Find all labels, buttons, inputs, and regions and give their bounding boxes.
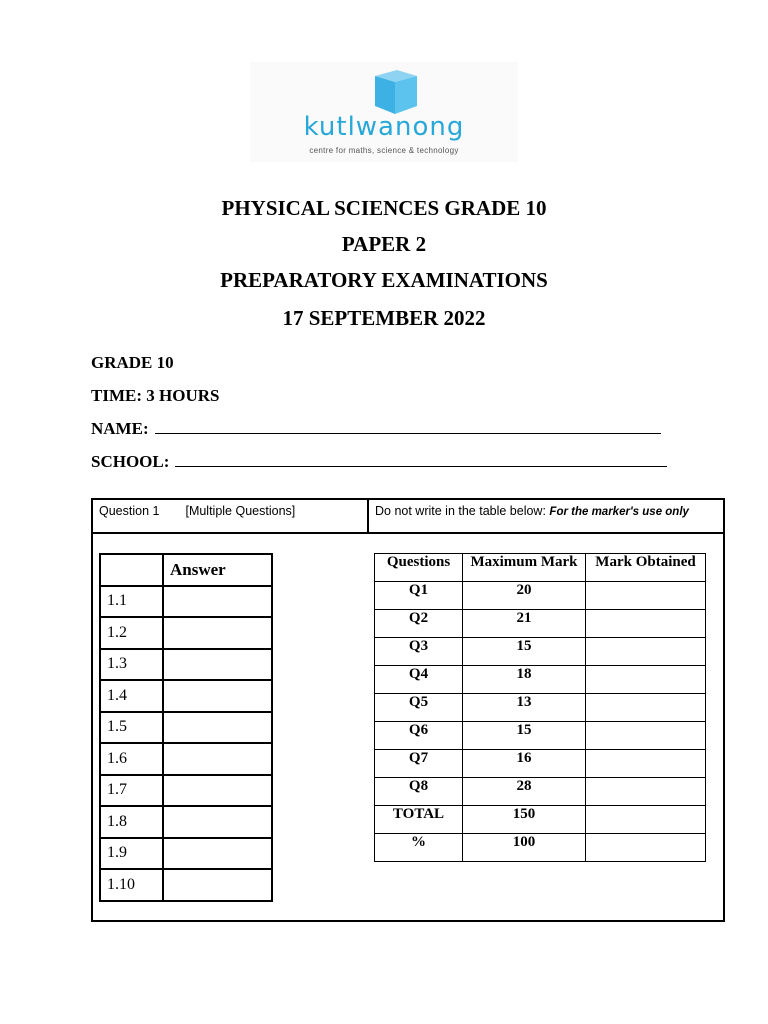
school-row bbox=[91, 452, 667, 472]
answer-cell[interactable] bbox=[163, 869, 272, 901]
table-row bbox=[100, 838, 272, 870]
marker-instruction: Do not write in the table below: bbox=[375, 504, 546, 518]
answer-table bbox=[99, 553, 273, 902]
question-header bbox=[99, 504, 295, 518]
question-number-cell: 1.2 bbox=[100, 617, 163, 649]
max-mark-cell: 13 bbox=[463, 694, 586, 722]
max-mark-cell: 21 bbox=[463, 610, 586, 638]
question-number-cell: 1.8 bbox=[100, 806, 163, 838]
max-mark-cell: 18 bbox=[463, 666, 586, 694]
max-mark-cell: 15 bbox=[463, 722, 586, 750]
name-label: NAME: bbox=[91, 419, 149, 438]
mark-obtained-cell[interactable] bbox=[586, 750, 706, 778]
question-number-cell: 1.3 bbox=[100, 649, 163, 681]
question-cell: Q8 bbox=[375, 778, 463, 806]
question-number-cell: 1.10 bbox=[100, 869, 163, 901]
max-mark-cell: 15 bbox=[463, 638, 586, 666]
box-divider bbox=[93, 532, 723, 534]
answer-cell[interactable] bbox=[163, 838, 272, 870]
answer-cell[interactable] bbox=[163, 586, 272, 618]
time-label: TIME: 3 HOURS bbox=[91, 386, 220, 405]
max-mark-cell: 150 bbox=[463, 806, 586, 834]
question-cell: Q4 bbox=[375, 666, 463, 694]
table-row bbox=[100, 617, 272, 649]
table-row bbox=[100, 806, 272, 838]
answer-cell[interactable] bbox=[163, 649, 272, 681]
table-row bbox=[375, 694, 706, 722]
maximum-mark-column-header: Maximum Mark bbox=[463, 554, 586, 582]
school-label: SCHOOL: bbox=[91, 452, 170, 471]
table-row bbox=[375, 582, 706, 610]
exam-subject-title: PHYSICAL SCIENCES GRADE 10 bbox=[221, 196, 547, 220]
mark-obtained-cell[interactable] bbox=[586, 694, 706, 722]
max-mark-cell: 100 bbox=[463, 834, 586, 862]
answer-cell[interactable] bbox=[163, 617, 272, 649]
answer-cell[interactable] bbox=[163, 743, 272, 775]
table-cell bbox=[100, 554, 163, 586]
mark-obtained-cell[interactable] bbox=[586, 834, 706, 862]
table-row bbox=[100, 712, 272, 744]
marks-table bbox=[374, 553, 706, 862]
question-cell: Q3 bbox=[375, 638, 463, 666]
table-header-row bbox=[375, 554, 706, 582]
question-number-cell: 1.1 bbox=[100, 586, 163, 618]
table-row bbox=[100, 586, 272, 618]
box-header-divider bbox=[367, 500, 369, 532]
table-row bbox=[375, 806, 706, 834]
mark-obtained-cell[interactable] bbox=[586, 806, 706, 834]
question-cell: Q1 bbox=[375, 582, 463, 610]
question-number-cell: 1.7 bbox=[100, 775, 163, 807]
question-cell: Q6 bbox=[375, 722, 463, 750]
name-row bbox=[91, 419, 661, 439]
max-mark-cell: 20 bbox=[463, 582, 586, 610]
table-row bbox=[375, 610, 706, 638]
mark-obtained-cell[interactable] bbox=[586, 582, 706, 610]
cube-logo-icon bbox=[367, 70, 421, 114]
question-cell: % bbox=[375, 834, 463, 862]
mark-obtained-cell[interactable] bbox=[586, 666, 706, 694]
answer-header: Answer bbox=[163, 554, 272, 586]
mark-obtained-column-header: Mark Obtained bbox=[586, 554, 706, 582]
table-row bbox=[375, 722, 706, 750]
table-row bbox=[100, 869, 272, 901]
table-row bbox=[100, 680, 272, 712]
exam-date-title: 17 SEPTEMBER 2022 bbox=[282, 306, 486, 330]
table-row bbox=[375, 750, 706, 778]
table-row bbox=[375, 666, 706, 694]
max-mark-cell: 28 bbox=[463, 778, 586, 806]
logo-wordmark: kutlwanong bbox=[303, 112, 465, 142]
grade-label: GRADE 10 bbox=[91, 353, 174, 372]
school-input-line[interactable] bbox=[175, 454, 667, 467]
answer-cell[interactable] bbox=[163, 712, 272, 744]
answer-cell[interactable] bbox=[163, 680, 272, 712]
marker-note: For the marker's use only bbox=[549, 506, 689, 518]
question-type: [Multiple Questions] bbox=[185, 504, 296, 518]
mark-obtained-cell[interactable] bbox=[586, 722, 706, 750]
answer-cell[interactable] bbox=[163, 806, 272, 838]
logo-tagline: centre for maths, science & technology bbox=[309, 146, 459, 155]
mark-obtained-cell[interactable] bbox=[586, 778, 706, 806]
question-number-cell: 1.6 bbox=[100, 743, 163, 775]
table-row bbox=[100, 775, 272, 807]
question-cell: Q5 bbox=[375, 694, 463, 722]
marker-header bbox=[375, 504, 689, 518]
question-number-cell: 1.5 bbox=[100, 712, 163, 744]
questions-column-header: Questions bbox=[375, 554, 463, 582]
exam-paper-title: PAPER 2 bbox=[341, 232, 427, 256]
max-mark-cell: 16 bbox=[463, 750, 586, 778]
question-cell: TOTAL bbox=[375, 806, 463, 834]
table-row bbox=[375, 834, 706, 862]
logo bbox=[250, 62, 518, 162]
question-number: Question 1 bbox=[99, 504, 160, 518]
mark-obtained-cell[interactable] bbox=[586, 638, 706, 666]
question-number-cell: 1.9 bbox=[100, 838, 163, 870]
table-row bbox=[100, 554, 272, 586]
answer-cell[interactable] bbox=[163, 775, 272, 807]
table-row bbox=[100, 743, 272, 775]
mark-obtained-cell[interactable] bbox=[586, 610, 706, 638]
exam-type-title: PREPARATORY EXAMINATIONS bbox=[220, 268, 548, 292]
question-cell: Q2 bbox=[375, 610, 463, 638]
question-cell: Q7 bbox=[375, 750, 463, 778]
table-row bbox=[375, 778, 706, 806]
table-row bbox=[100, 649, 272, 681]
table-row bbox=[375, 638, 706, 666]
name-input-line[interactable] bbox=[155, 421, 661, 434]
question-number-cell: 1.4 bbox=[100, 680, 163, 712]
